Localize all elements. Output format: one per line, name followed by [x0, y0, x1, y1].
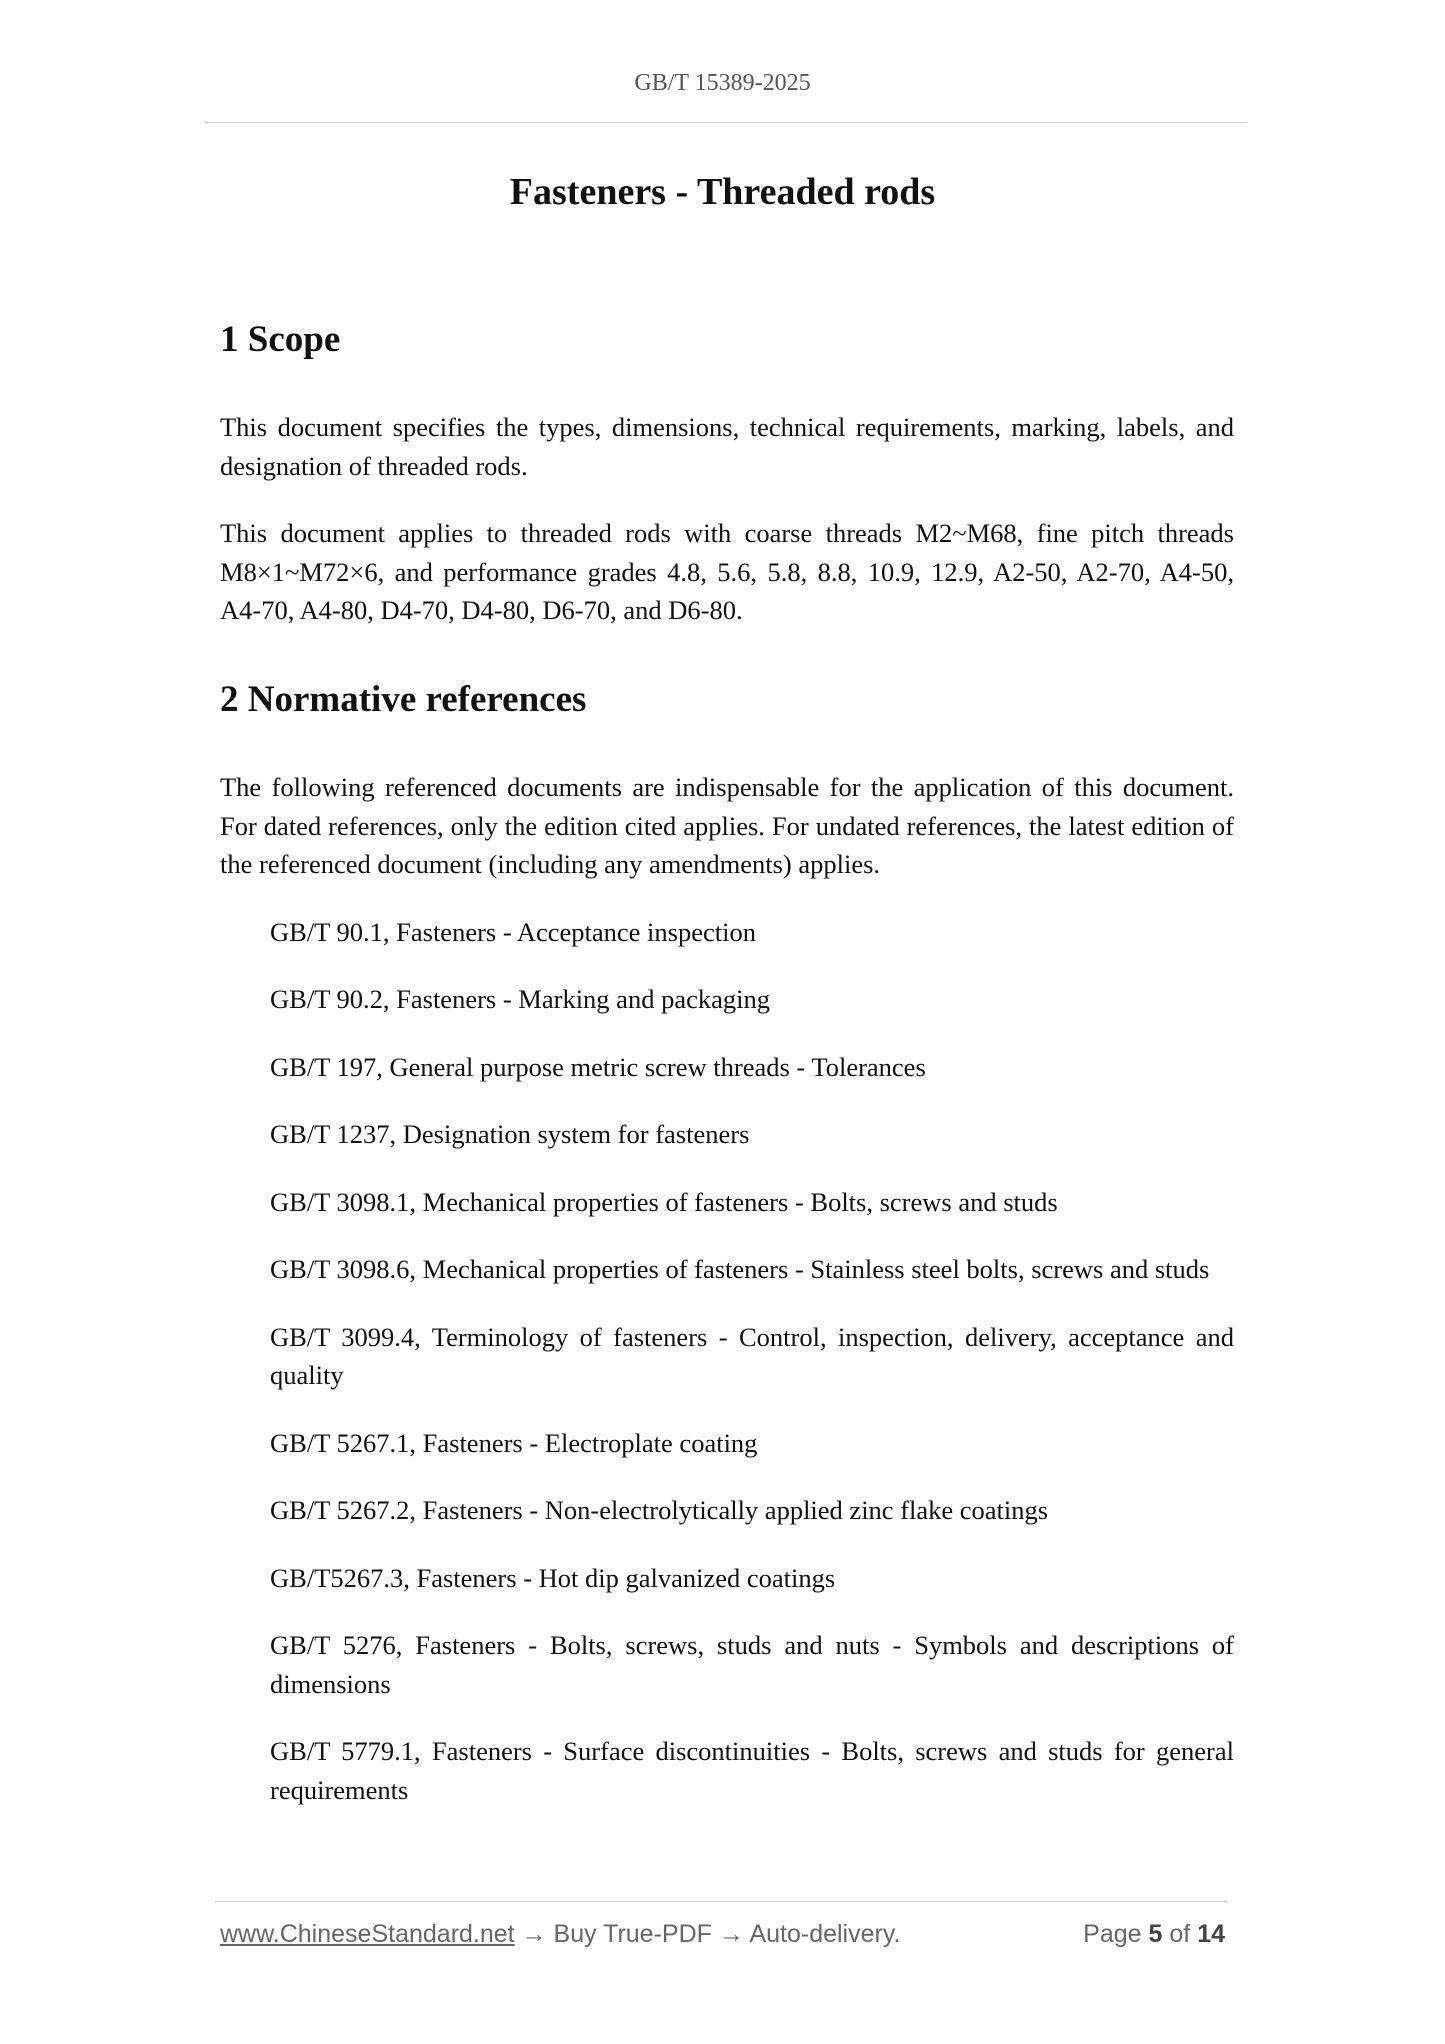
total-pages-number: 14: [1197, 1920, 1225, 1948]
reference-item: GB/T 3099.4, Terminology of fasteners - Control, inspection, delivery, acceptance and quality: [270, 1321, 1234, 1391]
current-page-number: 5: [1148, 1920, 1163, 1948]
buy-true-pdf-text: Buy True-PDF: [553, 1920, 712, 1948]
reference-item: GB/T 90.1, Fasteners - Acceptance inspection: [270, 916, 756, 947]
reference-item: GB/T 5779.1, Fasteners - Surface discontinuities - Bolts, screws and studs for general requirements: [270, 1736, 1234, 1805]
scope-paragraph: This document specifies the types, dimensions, technical requirements, marking, labels, and designation of threaded rods.: [220, 412, 1234, 481]
reference-item: GB/T 5267.1, Fasteners - Electroplate coating: [270, 1427, 758, 1458]
footer-divider: [215, 1901, 1227, 1902]
reference-item: GB/T 1237, Designation system for fasteners: [270, 1119, 750, 1150]
footer-promo: [220, 1920, 900, 1949]
of-label: of: [1169, 1920, 1191, 1948]
page-label: Page: [1083, 1920, 1142, 1948]
arrow-right-icon: →: [521, 1920, 547, 1948]
reference-item: GB/T 5276, Fasteners - Bolts, screws, studs and nuts - Symbols and descriptions of dimensions: [270, 1630, 1234, 1699]
reference-item: GB/T 90.2, Fasteners - Marking and packaging: [270, 984, 770, 1015]
scope-paragraph: This document applies to threaded rods with coarse threads M2~M68, fine pitch threads M8×1~M72×6, and performance grades 4.8, 5.6, 5.8, 8.8, 10.9, 12.9, A2-50, A2-70, A4-50, A4-70, A4-80, D4-70, D4-80, D6-70, and D6-80.: [220, 518, 1234, 626]
page-header-standard-code: GB/T 15389-2025: [634, 70, 811, 96]
normative-references-intro: The following referenced documents are indispensable for the application of this document. For dated references, only the edition cited applies. For undated references, the latest edition of the referenced document (including any amendments) applies.: [220, 772, 1234, 880]
header-divider: [205, 122, 1247, 123]
reference-item: GB/T 3098.6, Mechanical properties of fasteners - Stainless steel bolts, screws and studs: [270, 1254, 1210, 1285]
reference-item: GB/T5267.3, Fasteners - Hot dip galvanized coatings: [270, 1562, 836, 1593]
document-body: [220, 318, 1234, 1838]
section-heading-scope: 1 Scope: [220, 319, 341, 360]
page-counter: [1083, 1920, 1225, 1949]
reference-list: [220, 913, 1234, 1810]
arrow-right-icon: →: [718, 1920, 744, 1948]
auto-delivery-text: Auto-delivery.: [749, 1920, 901, 1948]
section-heading-normative-references: 2 Normative references: [220, 678, 587, 720]
reference-item: GB/T 5267.2, Fasteners - Non-electrolytically applied zinc flake coatings: [270, 1495, 1049, 1526]
reference-item: GB/T 197, General purpose metric screw threads - Tolerances: [270, 1051, 926, 1082]
document-title: Fasteners - Threaded rods: [509, 171, 936, 213]
site-link[interactable]: www.ChineseStandard.net: [220, 1920, 515, 1948]
reference-item: GB/T 3098.1, Mechanical properties of fasteners - Bolts, screws and studs: [270, 1186, 1058, 1217]
